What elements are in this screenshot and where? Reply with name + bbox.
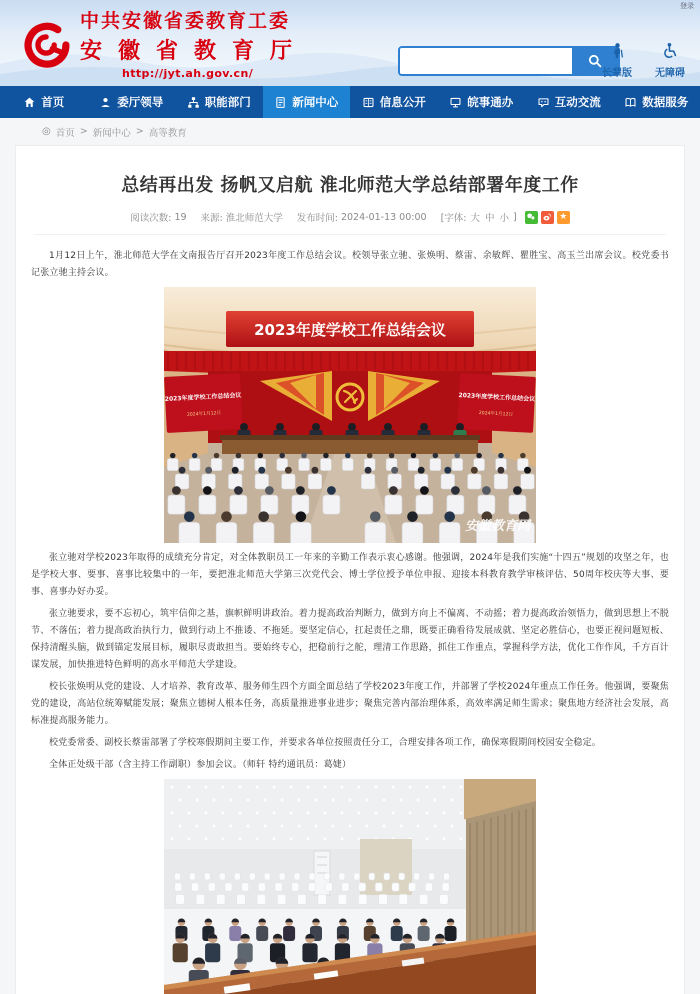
photo1-watermark: 安徽教育网	[464, 519, 530, 534]
nav-item-info-disclosure[interactable]	[350, 86, 438, 118]
photo1-right-screen-date: 2024年1月12日	[478, 411, 514, 418]
interaction-icon	[537, 96, 550, 109]
gov-service-icon	[449, 96, 462, 109]
star-icon: ★	[559, 211, 568, 222]
photo1-left-screen-title: 2023年度学校工作总结会议	[164, 391, 242, 403]
site-identity	[80, 6, 308, 80]
source-value: 淮北师范大学	[225, 213, 283, 224]
font-size-medium-button[interactable]: 中	[485, 213, 495, 224]
site-url: http://jyt.ah.gov.cn/	[122, 67, 254, 80]
nav-label: 数据服务	[642, 95, 689, 109]
article-meta	[34, 210, 666, 235]
share-favorite-button[interactable]	[557, 211, 570, 224]
site-header	[0, 0, 700, 86]
photo1-banner-text: 2023年度学校工作总结会议	[254, 321, 446, 339]
nav-label: 首页	[41, 95, 65, 109]
share-weibo-button[interactable]	[541, 211, 554, 224]
article-body	[20, 235, 680, 994]
main-nav	[0, 86, 700, 118]
nav-item-home[interactable]	[0, 86, 88, 118]
org-name-department: 安徽省教育厅	[80, 39, 309, 64]
site-logo	[20, 18, 74, 72]
nav-label: 信息公开	[379, 95, 426, 109]
wechat-icon	[526, 212, 536, 222]
share-wechat-button[interactable]	[525, 211, 538, 224]
article-paragraph: 张立驰对学校2023年取得的成绩充分肯定，对全体教职员工一年来的辛勤工作表示衷心感谢。他强调，2024年是我们实施“十四五”规划的攻坚之年，也是学校大事、要事、喜事比较集中的一年，要把淮北师范大学第三次党代会、博士学位授予单位申报、迎接本科教育教学审核评估、50周年校庆等大事、要事、喜事办好办妥。	[31, 553, 669, 597]
org-name-committee: 中共安徽省委教育工委	[80, 10, 291, 32]
info-disclosure-icon	[362, 96, 375, 109]
nav-label: 委厅领导	[117, 95, 164, 109]
views-count: 19	[174, 211, 187, 223]
views-label: 阅读次数:	[130, 213, 172, 224]
article-paragraph: 张立驰要求，要不忘初心，筑牢信仰之基，旗帜鲜明讲政治。着力提高政治判断力，做到方向上不偏离、不动摇；着力提高政治领悟力，做到思想上不脱节、不落伍；着力提高政治执行力，做到行动上不推诿、不拖延。要坚定信心，扛起责任之鼎，既要正确看待发展成就、坚定必胜信心，也要正视问题短板、保持清醒头脑，做到锚定发展目标，履职尽责敢担当。要始终专心，把稳前行之舵，理清工作思路，抓住工作重点，掌握科学方法，优化工作作风，千方百计谋发展，加快推进特色鲜明的高水平师范大学建设。	[31, 609, 669, 670]
nav-label: 新闻中心	[292, 95, 339, 109]
breadcrumb-separator: >	[79, 126, 88, 137]
article-paragraph: 全体正处级干部（含主持工作副职）参加会议。（师轩 特约通讯员：葛婕）	[49, 760, 352, 770]
home-icon	[23, 96, 36, 109]
breadcrumb	[0, 118, 700, 145]
nav-item-departments[interactable]	[175, 86, 263, 118]
photo1-left-screen-date: 2024年1月12日	[186, 411, 222, 418]
nav-item-data-service[interactable]	[613, 86, 700, 118]
article-paragraph: 1月12日上午，淮北师范大学在文南报告厅召开2023年度工作总结会议。校领导张立驰、张焕明、蔡雷、余敏辉、瞿胜宝、高玉兰出席会议。校党委书记张立驰主持会议。	[31, 251, 669, 278]
breadcrumb-news-center[interactable]: 新闻中心	[92, 127, 131, 139]
login-link[interactable]: 登录	[680, 2, 694, 10]
article-photo-audience	[164, 779, 536, 994]
publish-time: 2024-01-13 00:00	[340, 211, 427, 223]
breadcrumb-home[interactable]: 首页	[55, 127, 75, 139]
leader-icon	[99, 96, 112, 109]
source-label: 来源:	[200, 213, 223, 224]
departments-icon	[187, 96, 200, 109]
share-icons	[525, 211, 570, 224]
publish-time-label: 发布时间:	[296, 213, 338, 224]
nav-label: 互动交流	[554, 95, 601, 109]
article-paragraph: 校长张焕明从党的建设、人才培养、教育改革、服务师生四个方面全面总结了学校2023年度工作，并部署了学校2024年重点工作任务。他强调，要聚焦党的建设，高站位统筹赋能发展；聚焦立德树人根本任务，高质量推进事业进步；聚焦完善内部治理体系，高效率满足师生需求；聚焦地方经济社会发展，高标准提高服务能力。	[31, 682, 669, 726]
article-title: 总结再出发 扬帆又启航 淮北师范大学总结部署年度工作	[121, 175, 579, 196]
nav-label: 职能部门	[204, 95, 251, 109]
article-paragraph: 校党委常委、副校长蔡雷部署了学校寒假期间主要工作，并要求各单位按照责任分工，合理安排各项工作，确保寒假期间校园安全稳定。	[49, 738, 602, 748]
accessibility-label: 无障碍	[655, 68, 685, 79]
nav-label: 皖事通办	[467, 95, 514, 109]
nav-item-news[interactable]	[263, 86, 351, 118]
nav-item-leaders[interactable]	[88, 86, 176, 118]
breadcrumb-current: 高等教育	[148, 127, 187, 139]
data-service-icon	[624, 96, 637, 109]
photo1-right-screen-title: 2023年度学校工作总结会议	[458, 391, 536, 403]
font-size-small-button[interactable]: 小	[499, 213, 510, 224]
article-card	[15, 145, 685, 994]
nav-item-gov-service[interactable]	[438, 86, 526, 118]
breadcrumb-separator: >	[135, 126, 144, 137]
elder-version-label: 长辈版	[602, 68, 632, 79]
nav-item-interaction[interactable]	[525, 86, 613, 118]
location-icon: ◎	[42, 126, 51, 137]
weibo-icon	[542, 212, 552, 222]
article-photo-conference-hall	[164, 287, 536, 543]
font-size-large-button[interactable]: 大	[470, 213, 480, 224]
font-size-label-close: ]	[513, 211, 517, 223]
news-icon	[274, 96, 287, 109]
font-size-label: [字体:	[440, 213, 467, 224]
